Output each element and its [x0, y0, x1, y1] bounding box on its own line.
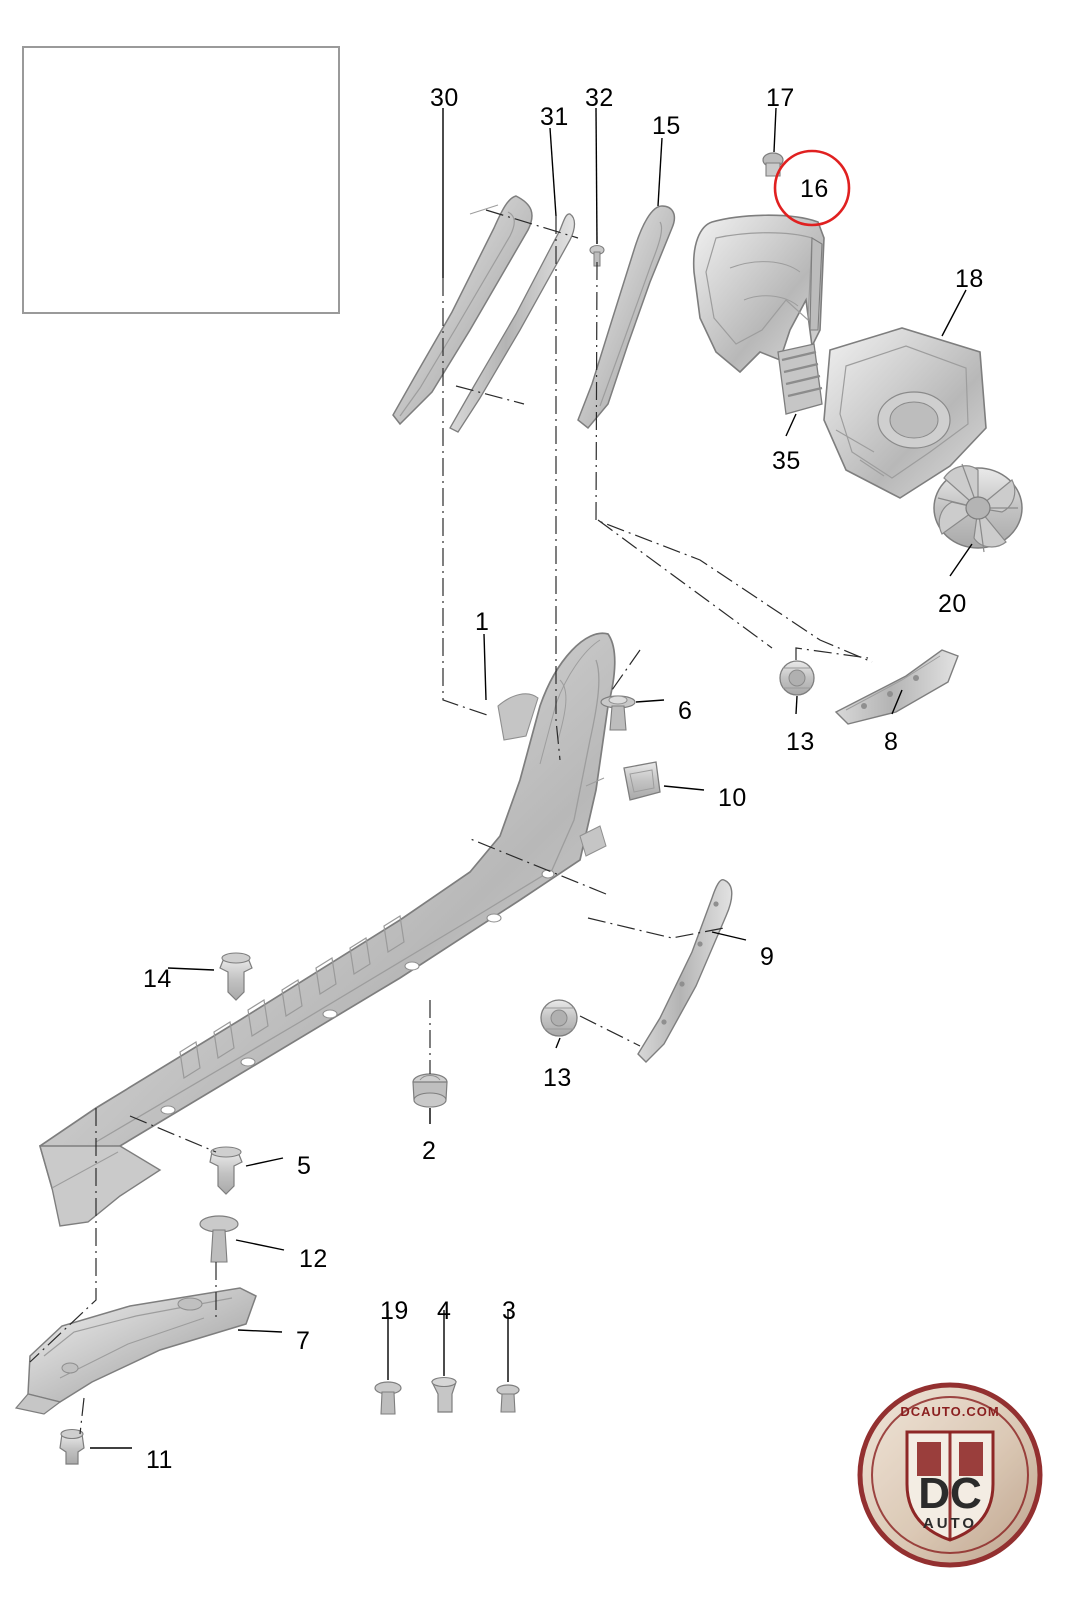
part-2-shape [413, 1074, 447, 1107]
callout-19[interactable]: 19 [380, 1297, 409, 1325]
callout-5[interactable]: 5 [297, 1152, 312, 1180]
callout-16[interactable]: 16 [800, 175, 829, 203]
callout-17[interactable]: 17 [766, 84, 795, 112]
part-4-shape [432, 1378, 456, 1413]
part-12-shape [200, 1216, 238, 1262]
part-30-shape [393, 196, 532, 424]
watermark-url: DCAUTO.COM [900, 1404, 1000, 1419]
callout-31[interactable]: 31 [540, 103, 569, 131]
part-8-shape [836, 650, 958, 724]
watermark-logo [855, 1380, 1045, 1570]
callout-32[interactable]: 32 [585, 84, 614, 112]
part-3-shape [497, 1385, 519, 1412]
vehicle-thumbnail-frame [22, 46, 340, 314]
watermark-brand: DC [918, 1469, 982, 1518]
callout-2[interactable]: 2 [422, 1137, 437, 1165]
part-13-upper-shape [780, 661, 814, 695]
callout-10[interactable]: 10 [718, 784, 747, 812]
callout-9[interactable]: 9 [760, 943, 775, 971]
part-14-shape [220, 953, 252, 1000]
part-35-shape [778, 344, 822, 414]
callout-30[interactable]: 30 [430, 84, 459, 112]
part-19-shape [375, 1382, 401, 1414]
callout-12[interactable]: 12 [299, 1245, 328, 1273]
part-9-shape [638, 880, 732, 1062]
callout-7[interactable]: 7 [296, 1327, 311, 1355]
watermark-sub: AUTO [922, 1515, 978, 1532]
callout-11[interactable]: 11 [146, 1446, 173, 1474]
callout-3[interactable]: 3 [502, 1297, 517, 1325]
callout-15[interactable]: 15 [652, 112, 681, 140]
part-20-shape [934, 464, 1022, 552]
part-7-shape [16, 1288, 256, 1414]
callout-20[interactable]: 20 [938, 590, 967, 618]
callout-1[interactable]: 1 [475, 608, 490, 636]
callout-8[interactable]: 8 [884, 728, 899, 756]
part-5-shape [210, 1147, 242, 1194]
part-1-shape [40, 633, 615, 1226]
callout-14[interactable]: 14 [143, 965, 172, 993]
callout-13-lower[interactable]: 13 [543, 1064, 572, 1092]
part-13-lower-shape [541, 1000, 577, 1036]
callout-13-upper[interactable]: 13 [786, 728, 815, 756]
callout-35[interactable]: 35 [772, 447, 801, 475]
alignment-axes [30, 210, 872, 1434]
callout-6[interactable]: 6 [678, 697, 693, 725]
part-17-shape [763, 153, 783, 176]
callout-4[interactable]: 4 [437, 1297, 452, 1325]
part-15-shape [578, 206, 674, 428]
callout-18[interactable]: 18 [955, 265, 984, 293]
part-11-shape [60, 1430, 84, 1465]
part-10-shape [624, 762, 660, 800]
